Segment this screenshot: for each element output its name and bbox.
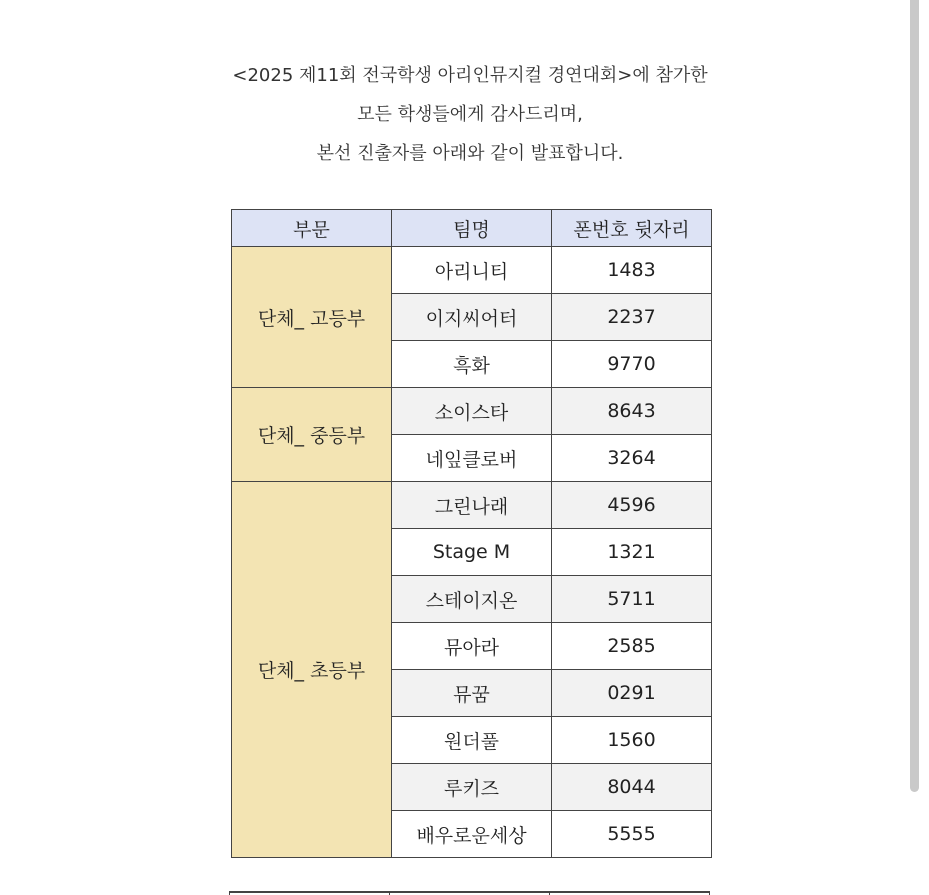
team-name-cell: 아리니티 [392,247,552,294]
header-team: 팀명 [392,210,552,247]
team-name-cell: Stage M [392,529,552,576]
team-name-cell: 소이스타 [392,388,552,435]
team-name-cell: 네잎클로버 [392,435,552,482]
phone-suffix-cell: 2585 [552,623,712,670]
team-name-cell: 뮤꿈 [392,670,552,717]
phone-suffix-cell: 1483 [552,247,712,294]
team-name-cell: 그린나래 [392,482,552,529]
phone-suffix-cell: 1560 [552,717,712,764]
team-name-cell: 이지씨어터 [392,294,552,341]
intro-line-2: 모든 학생들에게 감사드리며, [357,104,583,125]
phone-suffix-cell: 1321 [552,529,712,576]
division-cell-middle: 단체_ 중등부 [232,388,392,482]
phone-suffix-cell: 3264 [552,435,712,482]
table-row [232,482,712,529]
team-name-cell: 흑화 [392,341,552,388]
team-name-cell: 스테이지온 [392,576,552,623]
division-cell-high: 단체_ 고등부 [232,247,392,388]
header-division: 부문 [232,210,392,247]
phone-suffix-cell: 5555 [552,811,712,858]
intro-line-3: 본선 진출자를 아래와 같이 발표합니다. [316,143,624,164]
table-row [232,247,712,294]
phone-suffix-cell: 9770 [552,341,712,388]
intro-line-1: <2025 제11회 전국학생 아리인뮤지컬 경연대회>에 참가한 [232,65,708,86]
next-table-top-edge [229,891,710,895]
phone-suffix-cell: 4596 [552,482,712,529]
phone-suffix-cell: 8643 [552,388,712,435]
finalist-table [231,209,712,858]
table-header-row [232,210,712,247]
header-phone: 폰번호 뒷자리 [552,210,712,247]
phone-suffix-cell: 0291 [552,670,712,717]
team-name-cell: 배우로운세상 [392,811,552,858]
intro-text [0,56,929,173]
team-name-cell: 루키즈 [392,764,552,811]
phone-suffix-cell: 2237 [552,294,712,341]
team-name-cell: 원더풀 [392,717,552,764]
team-name-cell: 뮤아라 [392,623,552,670]
phone-suffix-cell: 5711 [552,576,712,623]
phone-suffix-cell: 8044 [552,764,712,811]
vertical-scrollbar[interactable] [910,0,919,792]
division-cell-elementary: 단체_ 초등부 [232,482,392,858]
table-row [232,388,712,435]
